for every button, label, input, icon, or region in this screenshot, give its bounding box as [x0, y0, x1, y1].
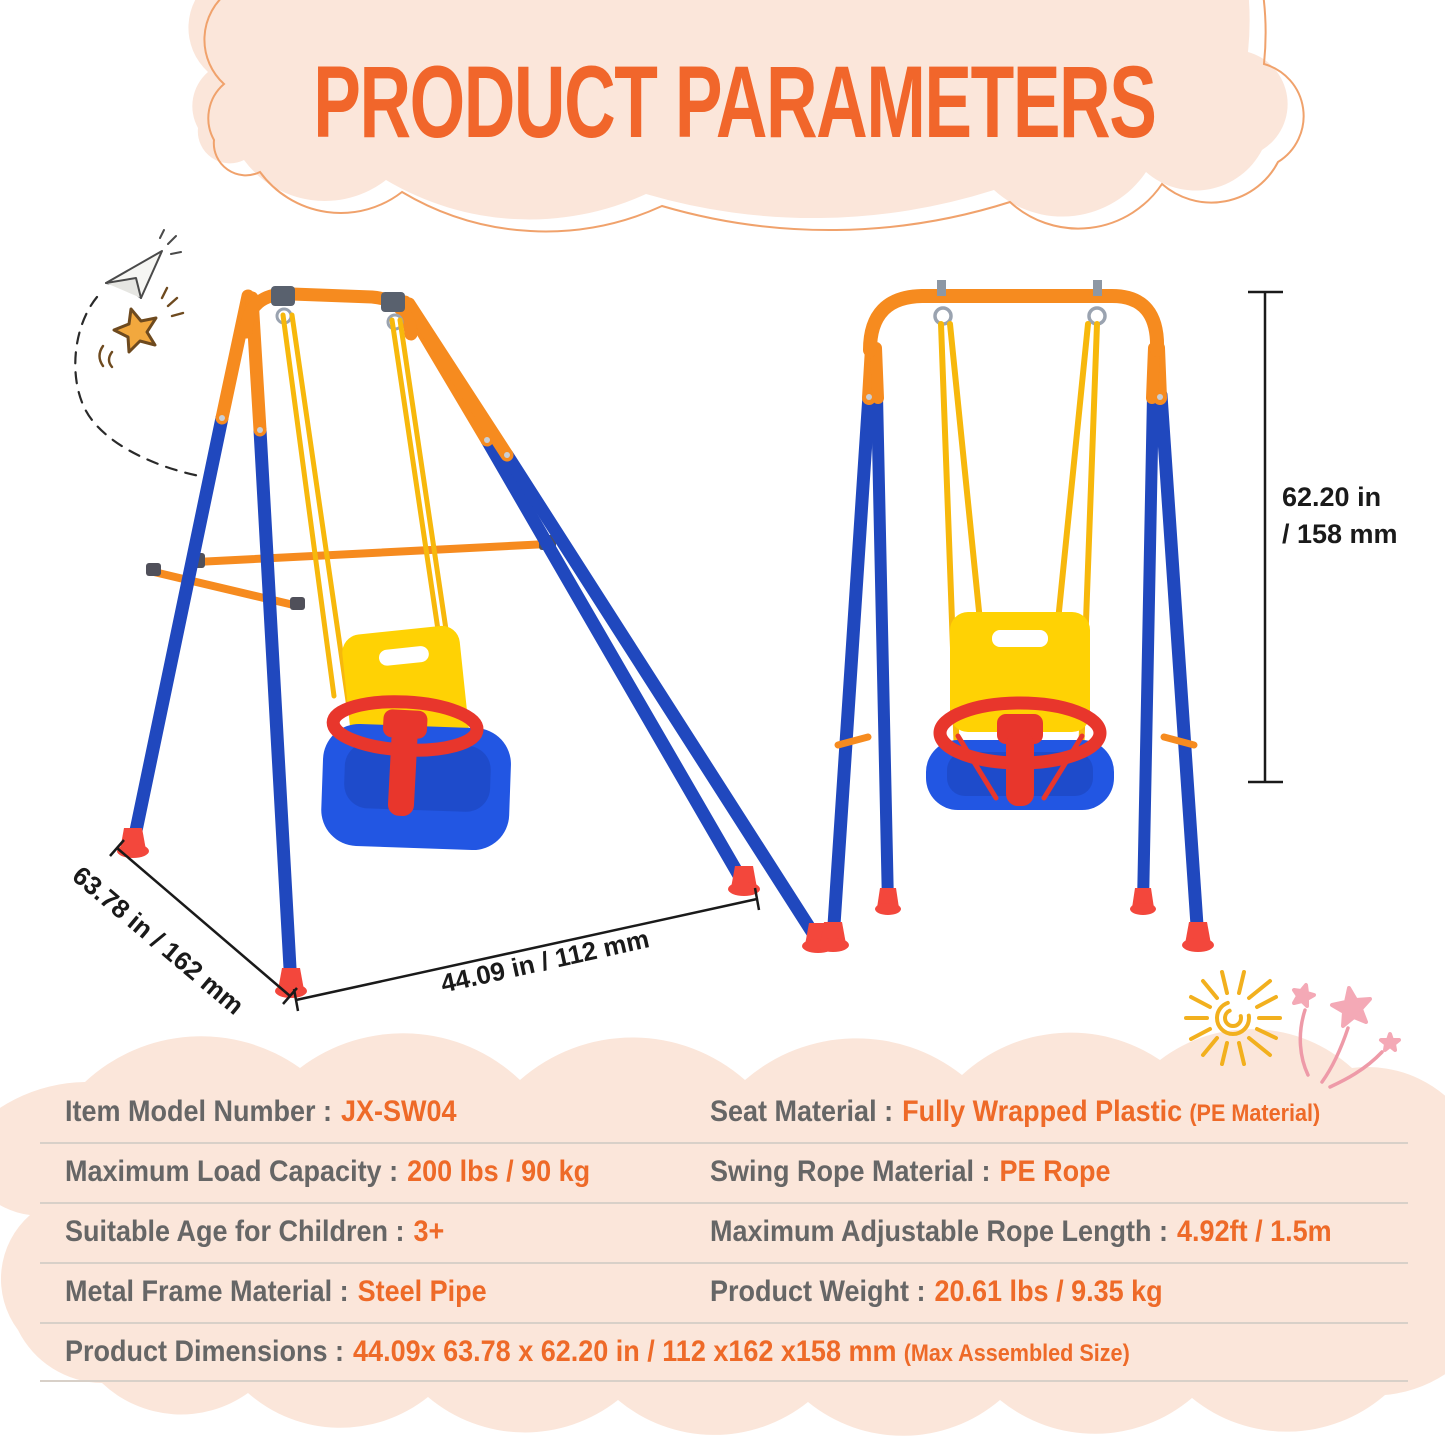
- spec-suitable-age: [65, 1202, 444, 1262]
- spec-value: 4.92ft / 1.5m: [1177, 1215, 1332, 1248]
- height-line2: / 158 mm: [1282, 519, 1398, 549]
- spec-seat-material: Seat Material : Fully Wrapped Plastic (PE Material): [710, 1095, 1321, 1128]
- swing-front-view: [817, 280, 1214, 952]
- depth-dimension-label: 63.78 in / 162 mm: [66, 860, 250, 1021]
- height-line1: 62.20 in: [1282, 482, 1382, 512]
- spec-value: PE Rope: [999, 1155, 1111, 1188]
- sun-doodle-icon: [1186, 972, 1280, 1064]
- spec-label: Product Weight :: [710, 1275, 926, 1308]
- spec-label: Suitable Age for Children :: [65, 1215, 405, 1248]
- spec-frame-material: [65, 1262, 487, 1322]
- spec-value: JX-SW04: [341, 1095, 457, 1128]
- spec-value: 3+: [413, 1215, 445, 1248]
- spec-value: Fully Wrapped Plastic: [902, 1095, 1183, 1128]
- star-doodle-icon: [100, 288, 184, 367]
- spec-item-model-number: [65, 1082, 457, 1142]
- spec-product-dimensions: Product Dimensions : 44.09x 63.78 x 62.20 in / 112 x162 x158 mm (Max Assembled Size): [65, 1335, 1130, 1368]
- swing-seat-front: [926, 612, 1114, 810]
- spec-label: Maximum Adjustable Rope Length :: [710, 1215, 1169, 1248]
- swing-three-quarter-view: [117, 286, 834, 998]
- height-dimension-label: [1282, 479, 1398, 553]
- swing-seat: [320, 624, 512, 851]
- spec-label: Swing Rope Material :: [710, 1155, 991, 1188]
- spec-max-load: [65, 1142, 590, 1202]
- spec-label: Seat Material :: [710, 1095, 894, 1128]
- paper-plane-icon: [75, 230, 205, 477]
- spec-label: Maximum Load Capacity :: [65, 1155, 399, 1188]
- spec-value: Steel Pipe: [357, 1275, 487, 1308]
- spec-label: Item Model Number :: [65, 1095, 333, 1128]
- divider: [40, 1380, 1408, 1382]
- spec-value: 20.61 lbs / 9.35 kg: [934, 1275, 1163, 1308]
- spec-value: 200 lbs / 90 kg: [407, 1155, 591, 1188]
- sparkle-stars-icon: [1294, 985, 1399, 1087]
- spec-rope-length: [710, 1202, 1332, 1262]
- page-title: PRODUCT PARAMETERS: [313, 45, 1156, 159]
- spec-rope-material: [710, 1142, 1111, 1202]
- spec-label: Product Dimensions :: [65, 1335, 345, 1368]
- spec-label: Metal Frame Material :: [65, 1275, 349, 1308]
- spec-product-weight: [710, 1262, 1163, 1322]
- width-dimension-label: 44.09 in / 112 mm: [437, 923, 652, 999]
- spec-value: 44.09x 63.78 x 62.20 in / 112 x162 x158 mm: [353, 1335, 897, 1368]
